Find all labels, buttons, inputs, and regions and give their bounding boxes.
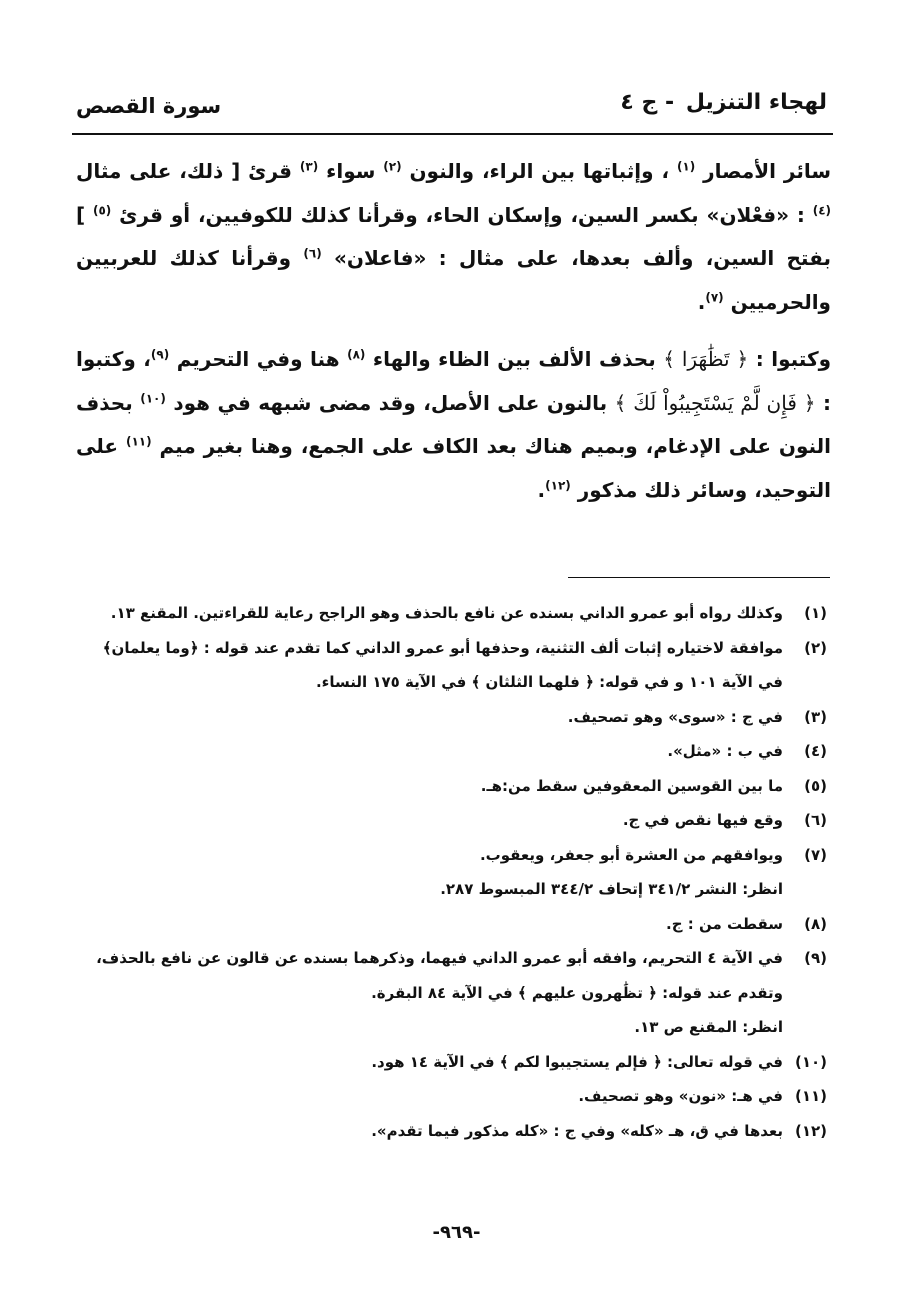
footnote-number: (١١) xyxy=(794,1087,827,1105)
text-span: : «فعْلان» بكسر السين، وإسكان الحاء، وقرأنا كذلك للكوفيين، أو قرئ xyxy=(119,202,805,227)
text-span: سائر الأمصار xyxy=(703,159,832,183)
footnote-item xyxy=(80,700,827,735)
footnote-ref[interactable]: (٧) xyxy=(705,289,724,304)
footnote-number: (٤) xyxy=(804,742,827,760)
footnote-item xyxy=(80,803,827,838)
footnote-item xyxy=(80,596,827,631)
footnote-number: (٦) xyxy=(804,811,827,829)
footnote-ref[interactable]: (٦) xyxy=(303,246,322,261)
footnote-number: (٧) xyxy=(804,845,827,864)
header-divider xyxy=(72,133,833,135)
text-span: سواء xyxy=(326,159,376,183)
footnote-ref[interactable]: (١٠) xyxy=(140,390,166,405)
footnote-item xyxy=(80,941,827,976)
page-header xyxy=(76,84,827,128)
footnote-item xyxy=(80,838,827,873)
footnote-number: (٨) xyxy=(804,914,827,933)
text-span: وكتبوا : xyxy=(755,347,832,371)
quran-quote: ﴿ تَظَٰهَرَا ﴾ xyxy=(663,347,749,371)
footnote-text: بعدها في ق، هـ «كله» وفي ج : «كله مذكور فيما تقدم». xyxy=(371,1121,783,1140)
text-span: . xyxy=(537,477,546,502)
footnote-text: وكذلك رواه أبو عمرو الداني بسنده عن نافع بالحذف وهو الراجح رعاية للقراءتين. المقنع ١٣. xyxy=(110,604,783,622)
footnote-number: (٥) xyxy=(804,776,827,795)
book-title: لهجاء التنزيل xyxy=(685,90,827,115)
footnote-text: ما بين القوسين المعقوفين سقط من:هـ. xyxy=(480,776,783,795)
footnote-text: في ج : «سوى» وهو تصحيف. xyxy=(567,707,783,726)
footnote-text: وقع فيها نقص في ج. xyxy=(622,811,783,829)
footnote-text: في قوله تعالى: ﴿ فإلم يستجيبوا لكم ﴾ في الآية ١٤ هود. xyxy=(371,1052,783,1071)
sura-title: سورة القصص xyxy=(76,94,222,118)
paragraph-2 xyxy=(76,338,831,512)
footnote-ref[interactable]: (٣) xyxy=(299,159,319,174)
text-span: هنا وفي التحريم xyxy=(176,347,340,371)
footnote-ref[interactable]: (١١) xyxy=(125,434,152,449)
footnote-number: (٣) xyxy=(804,707,827,726)
text-span: بحذف النون على الإدغام، وبميم هناك بعد الكاف على الجمع، وهنا بغير ميم xyxy=(76,390,832,458)
footnote-number: (١) xyxy=(804,604,827,622)
footnote-text: موافقة لاختياره إثبات ألف التثنية، وحذفها أبو عمرو الداني كما تقدم عند قوله : ﴿وما يعلمان﴾ xyxy=(102,638,783,657)
footnote-number: (٩) xyxy=(804,949,827,967)
footnote-continuation: انظر: النشر ٣٤١/٢ إتحاف ٣٤٤/٢ المبسوط ٢٨٧. xyxy=(440,880,783,898)
footnote-text: ويوافقهم من العشرة أبو جعفر، ويعقوب. xyxy=(479,845,783,864)
footnote-ref[interactable]: (٤) xyxy=(812,202,831,217)
footnote-number: (١٢) xyxy=(794,1121,827,1140)
footnote-ref[interactable]: (٨) xyxy=(347,347,366,362)
footnote-text: في الآية ٤ التحريم، وافقه أبو عمرو الداني فيهما، وذكرهما بسنده عن قالون عن نافع بالحذف، xyxy=(96,949,783,967)
footnote-ref[interactable]: (٢) xyxy=(383,159,402,174)
quran-quote: ﴿ فَإِن لَّمْ يَسْتَجِيبُواْ لَكَ ﴾ xyxy=(614,390,816,415)
text-span: ] بفتح السين، وألف بعدها، على مثال : «فاعلان» xyxy=(76,202,831,270)
paragraph-1 xyxy=(76,150,831,324)
text-span: بالنون على الأصل، وقد مضى شبهه في هود xyxy=(173,390,608,415)
main-text xyxy=(76,150,831,512)
footnote-text: سقطت من : ج. xyxy=(666,914,783,933)
footnote-ref[interactable]: (١٢) xyxy=(545,477,571,492)
footnote-number: (٢) xyxy=(804,638,827,657)
text-span: قرئ [ ذلك، على مثال xyxy=(76,159,293,183)
footnote-item xyxy=(80,1045,827,1080)
footnote-continuation: انظر: المقنع ص ١٣. xyxy=(634,1018,783,1036)
footnote-ref[interactable]: (٩) xyxy=(150,347,170,362)
footnote-item xyxy=(80,631,827,666)
footnote-ref[interactable]: (٥) xyxy=(92,202,112,217)
footnote-item xyxy=(80,769,827,804)
footnote-ref[interactable]: (١) xyxy=(676,159,696,174)
footnote-divider xyxy=(568,577,830,578)
footnote-text: في ب : «مثل». xyxy=(667,742,783,760)
text-span: بحذف الألف بين الظاء والهاء xyxy=(372,347,656,371)
text-span: ، وكتبوا : xyxy=(76,347,831,415)
footnote-number: (١٠) xyxy=(794,1052,827,1071)
footnote-continuation: في الآية ١٠١ و في قوله: ﴿ فلهما الثلثان ﴾ في الآية ١٧٥ النساء. xyxy=(315,673,783,691)
text-span: . xyxy=(697,289,706,314)
footnote-item xyxy=(80,1079,827,1114)
page-number: -٩٦٩- xyxy=(432,1222,481,1243)
footnote-continuation: وتقدم عند قوله: ﴿ تظَٰهرون عليهم ﴾ في الآية ٨٤ البقرة. xyxy=(371,983,783,1002)
footnote-text: في هـ: «نون» وهو تصحيف. xyxy=(578,1087,783,1105)
running-head xyxy=(620,90,827,115)
footnote-item xyxy=(80,734,827,769)
volume-label: - ج ٤ xyxy=(620,90,675,115)
footnotes xyxy=(80,596,827,1148)
text-span: وقرأنا كذلك للعربيين والحرميين xyxy=(76,246,831,314)
text-span: ، وإثباتها بين الراء، والنون xyxy=(409,159,670,183)
footnote-item xyxy=(80,1114,827,1149)
text-span: على التوحيد، وسائر ذلك مذكور xyxy=(76,434,831,502)
footnote-item xyxy=(80,907,827,942)
